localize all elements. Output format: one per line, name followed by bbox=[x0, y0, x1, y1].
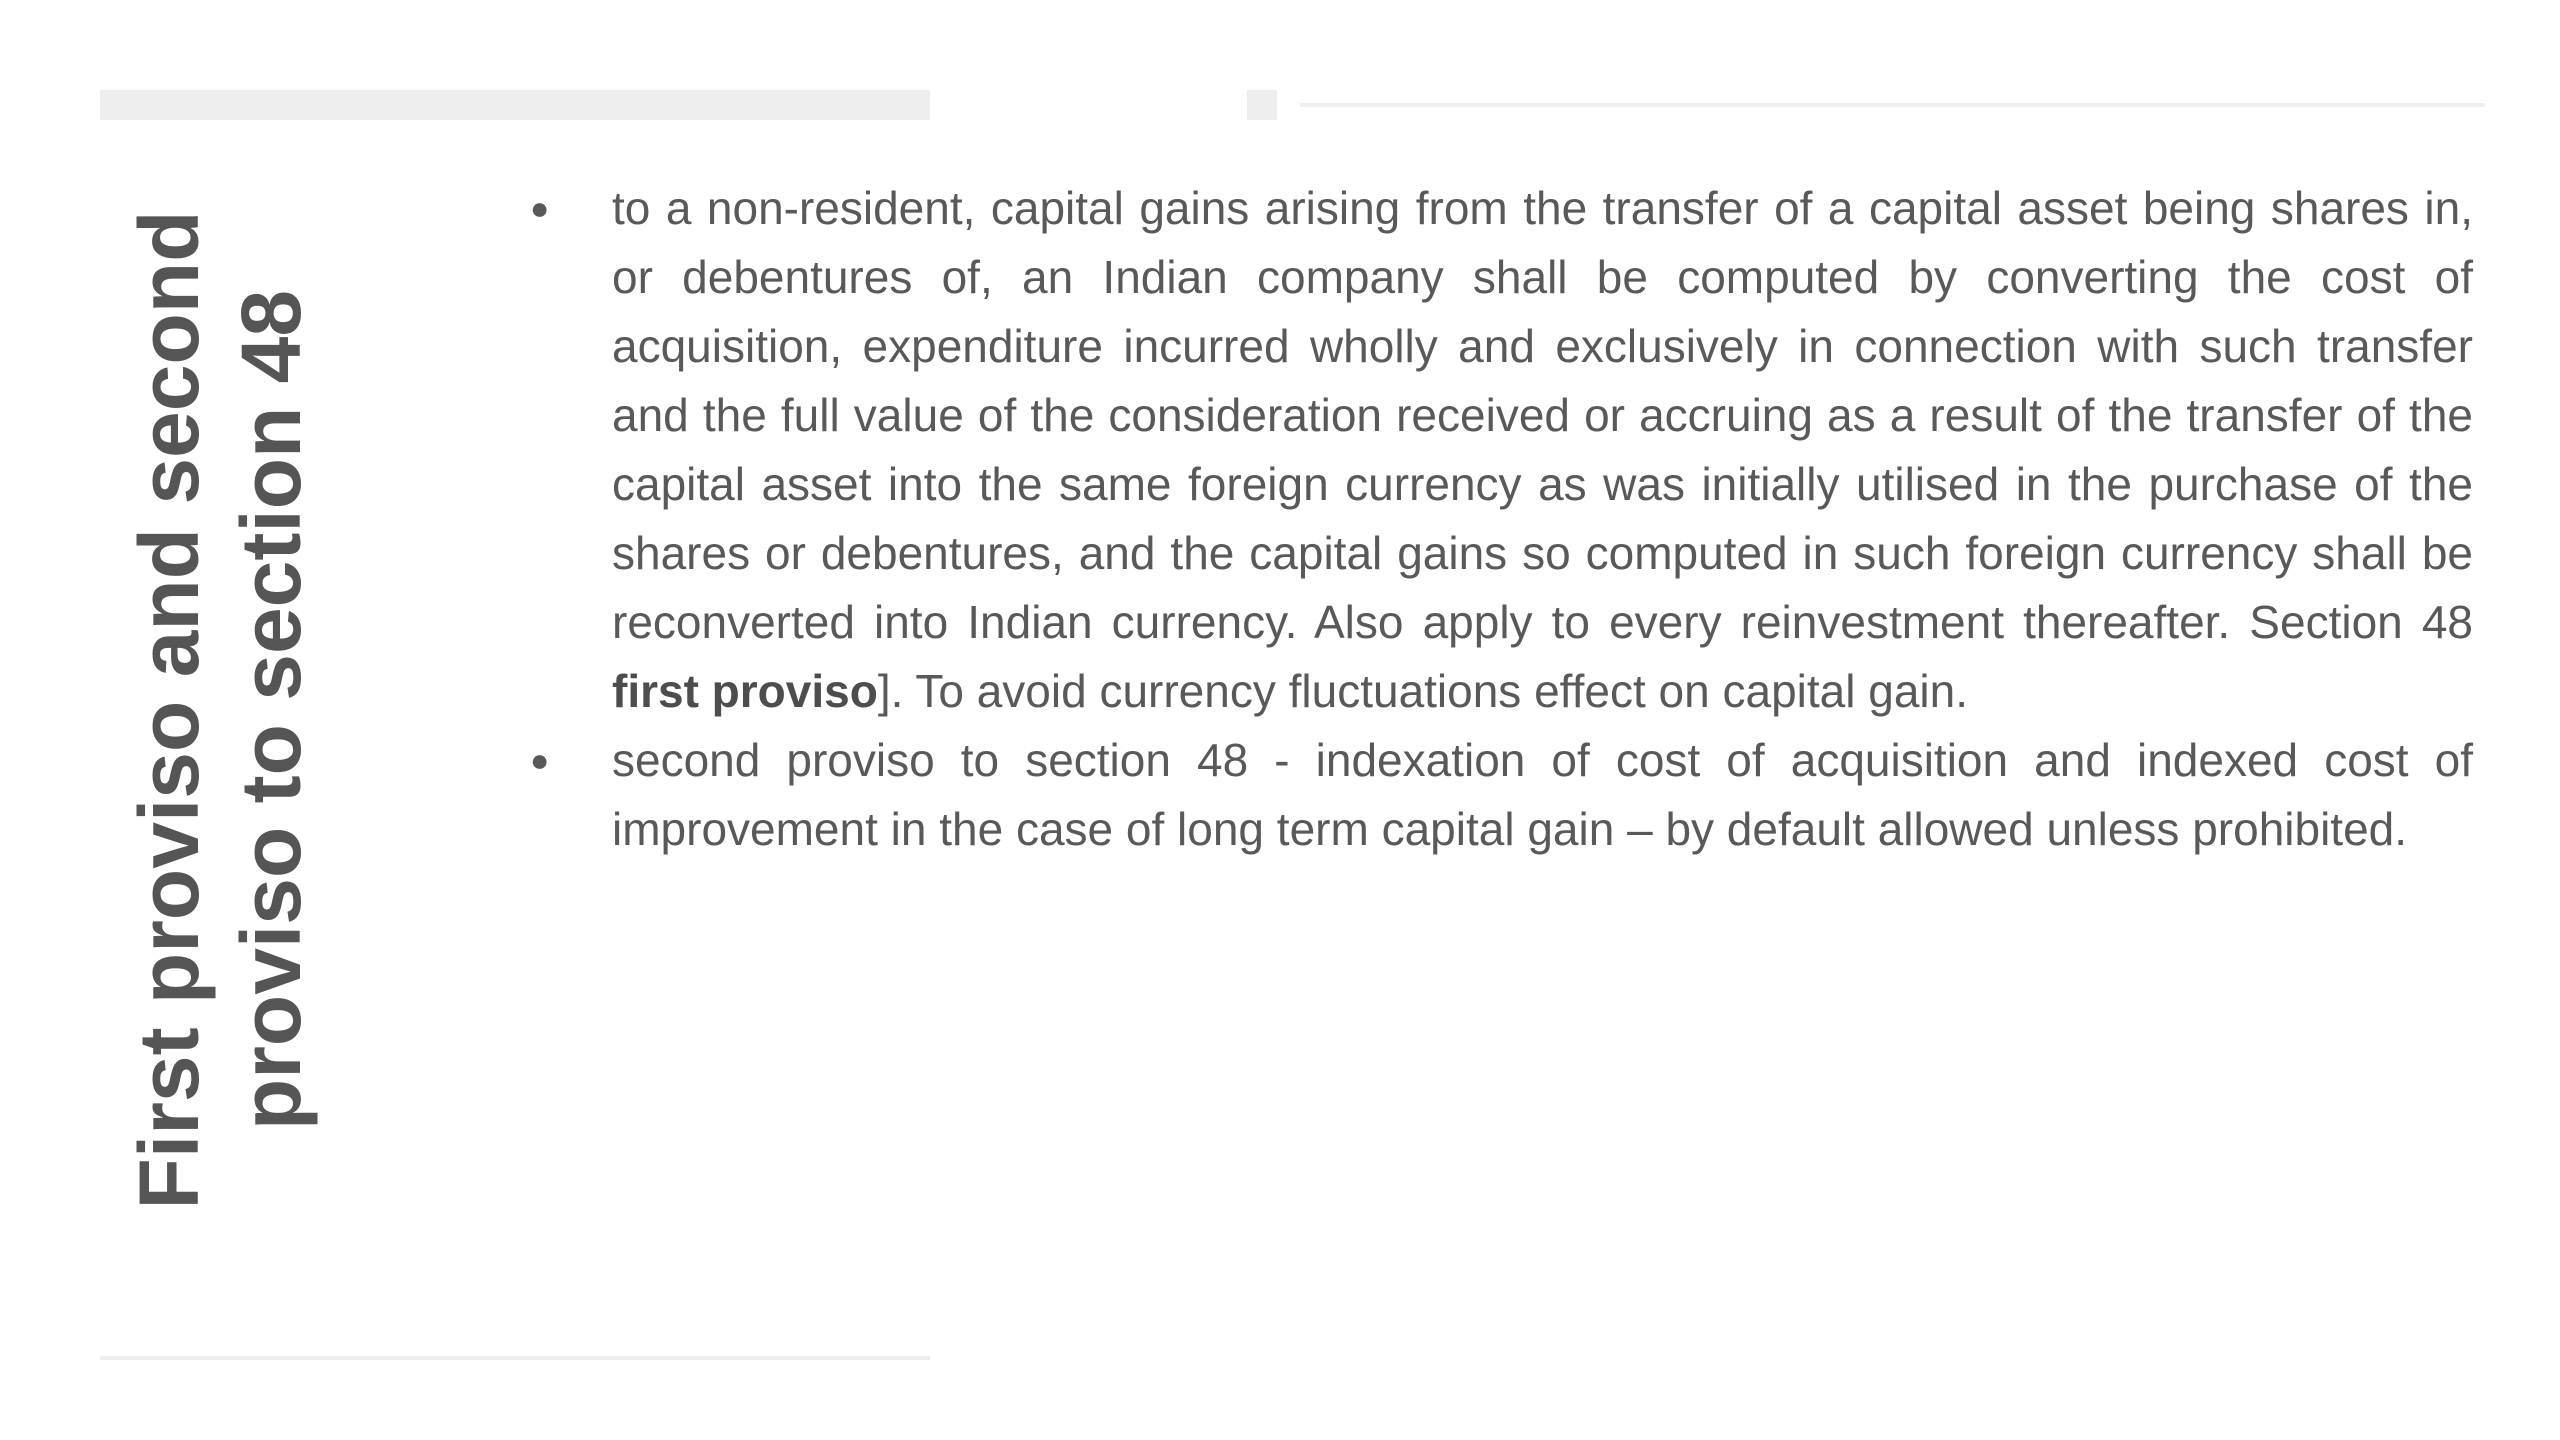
list-item bbox=[508, 174, 2473, 726]
top-right-divider-line bbox=[1300, 103, 2485, 107]
top-left-decorative-bar bbox=[100, 90, 930, 120]
slide-title: First proviso and second proviso to section 48 bbox=[122, 210, 318, 1210]
bottom-left-divider-line bbox=[100, 1356, 930, 1360]
title-container bbox=[100, 185, 340, 1235]
bullet-list bbox=[508, 174, 2473, 864]
bullet-text: second proviso to section 48 - indexation of cost of acquisition and indexed cost of improvement in the case of long term capital gain – by default allowed unless prohibited. bbox=[612, 734, 2473, 855]
list-item bbox=[508, 726, 2473, 864]
bullet-text: to a non-resident, capital gains arising from the transfer of a capital asset being shares in, or debentures of, an Indian company shall be computed by converting the cost of acquisition, expenditure incurred wholly and exclusively in connection with such transfer and the full value of the consideration received or accruing as a result of the transfer of the capital asset into the same foreign currency as was initially utilised in the purchase of the shares or debentures, and the capital gains so computed in such foreign currency shall be reconverted into Indian currency. Also apply to every reinvestment thereafter. Section 48 bbox=[612, 182, 2473, 648]
bullet-dot-icon: ● bbox=[530, 190, 550, 226]
bullet-bold-text: first proviso bbox=[612, 665, 878, 717]
top-right-decorative-square bbox=[1247, 90, 1277, 120]
bullet-dot-icon: ● bbox=[530, 742, 550, 778]
bullet-text-continued: ]. To avoid currency fluctuations effect on capital gain. bbox=[877, 665, 1968, 717]
